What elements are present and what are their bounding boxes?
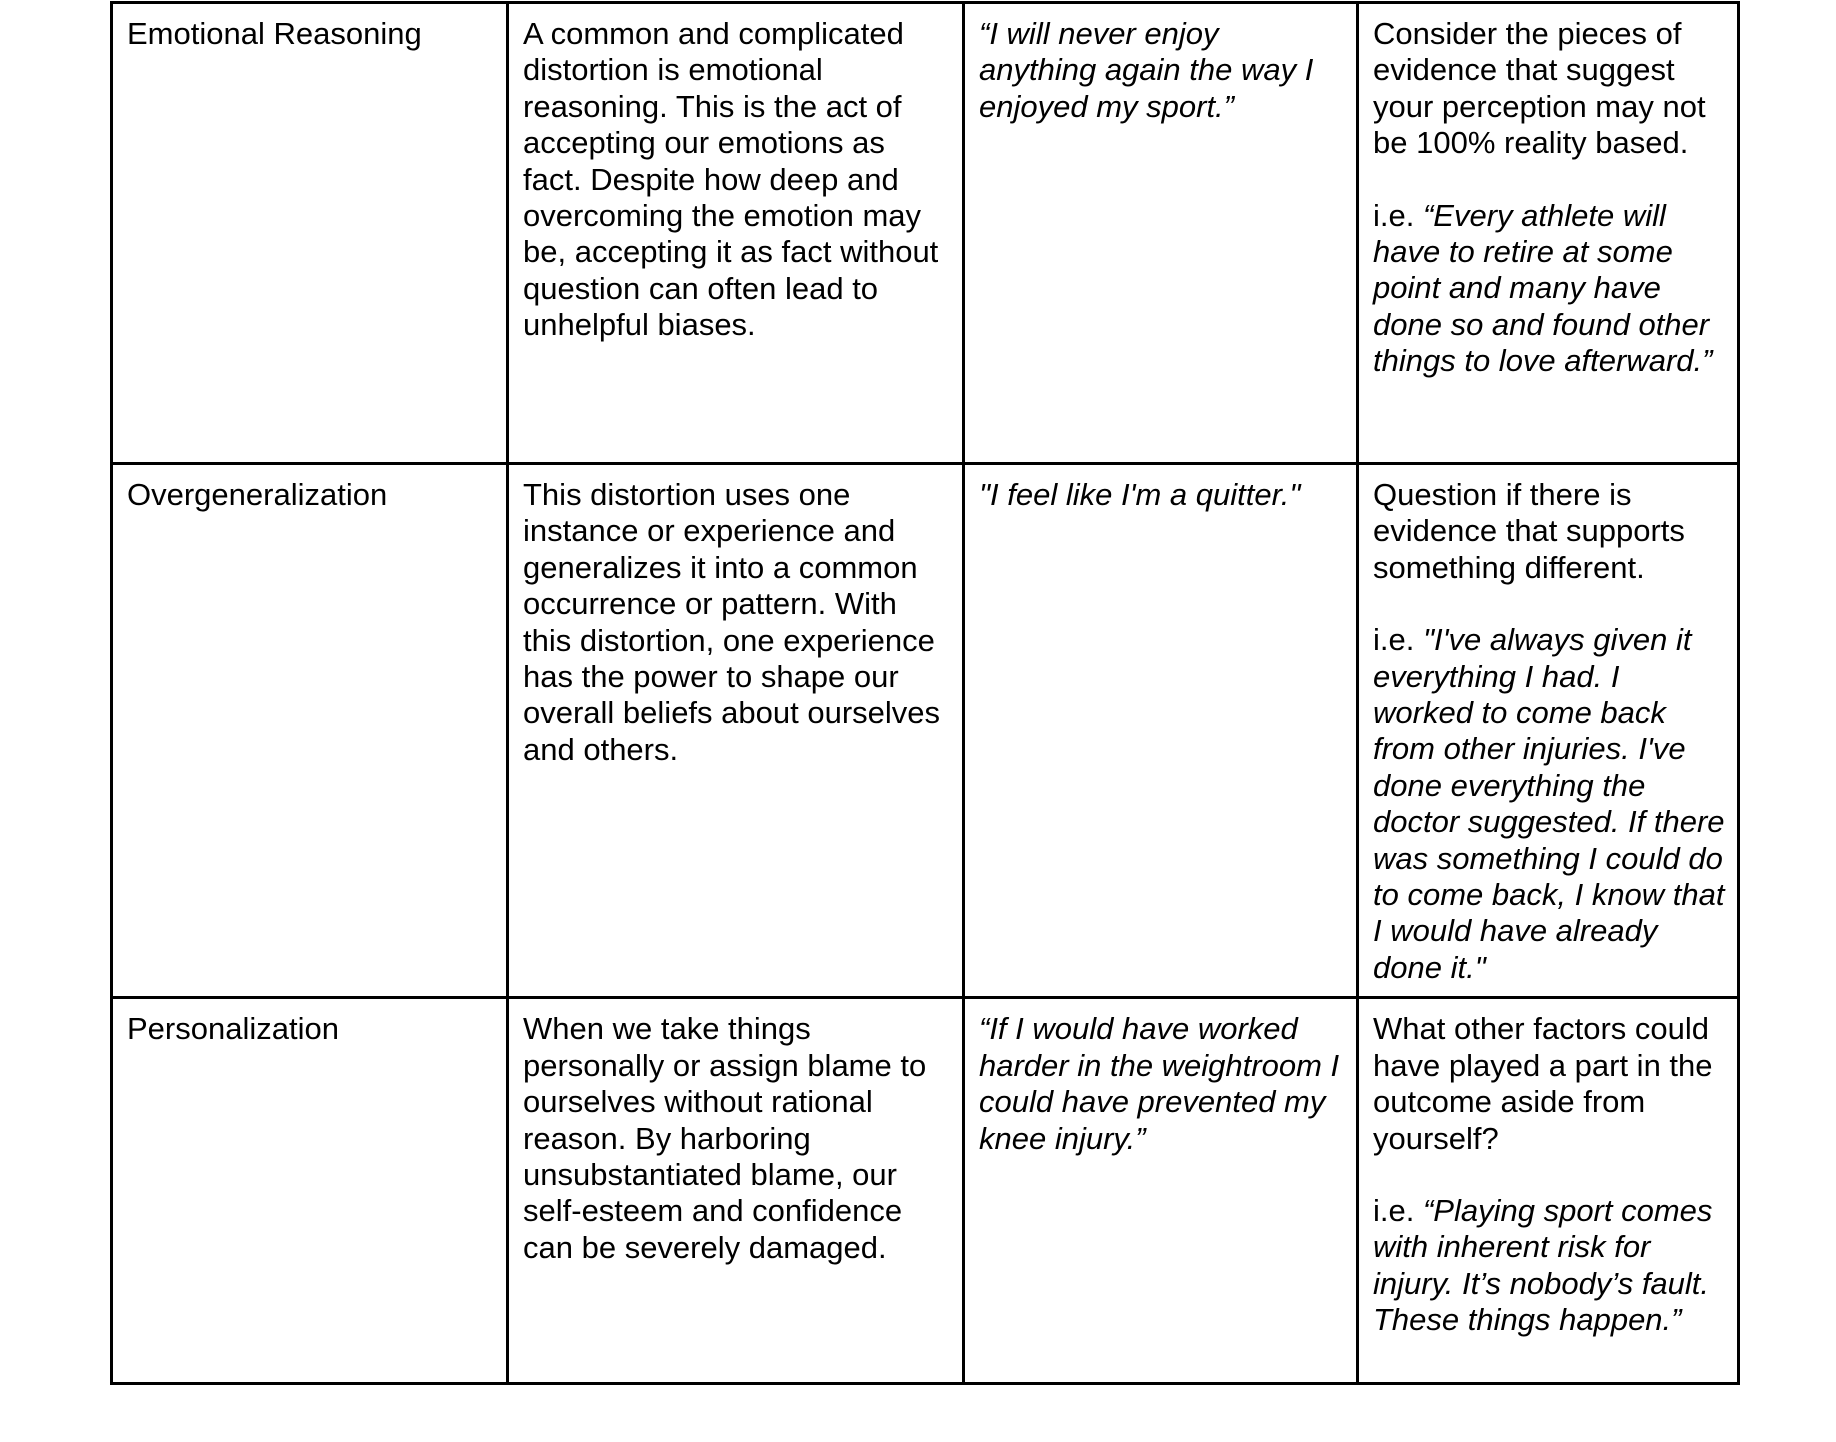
cognitive-distortions-table — [110, 1, 1740, 1385]
distortion-description-cell — [508, 3, 964, 464]
distortion-description-cell — [508, 464, 964, 998]
distortion-name-cell — [112, 3, 508, 464]
reframe-cell — [1358, 3, 1739, 464]
distortion-description: A common and complicated distortion is emotional reasoning. This is the act of accepting our emotions as fact. Despite how deep and overcoming the emotion may be, accepting it as fact without question can often lead to unhelpful biases. — [523, 16, 939, 343]
reframe-cell — [1358, 464, 1739, 998]
reframe-example-block — [1373, 1193, 1725, 1339]
distortion-example-cell — [964, 998, 1358, 1384]
reframe-text: Question if there is evidence that supports something different. — [1373, 477, 1685, 585]
reframe-cell — [1358, 998, 1739, 1384]
distortion-example: "I feel like I'm a quitter." — [979, 477, 1301, 512]
reframe-example: "I've always given it everything I had. I worked to come back from other injuries. I've done everything the doctor suggested. If there was something I could do to come back, I know that I would have already done it." — [1373, 622, 1725, 985]
reframe-prefix: i.e. — [1373, 1192, 1423, 1228]
reframe-example-block — [1373, 198, 1725, 380]
distortion-name: Overgeneralization — [127, 477, 388, 512]
distortion-name-cell — [112, 464, 508, 998]
table-row — [112, 3, 1739, 464]
reframe-prefix: i.e. — [1373, 197, 1423, 233]
reframe-example: “Playing sport comes with inherent risk for injury. It’s nobody’s fault. These things happen.” — [1373, 1192, 1713, 1338]
table-row — [112, 464, 1739, 998]
distortion-name: Emotional Reasoning — [127, 16, 422, 51]
distortion-name-cell — [112, 998, 508, 1384]
reframe-text: What other factors could have played a part in the outcome aside from yourself? — [1373, 1011, 1713, 1156]
distortion-description: When we take things personally or assign blame to ourselves without rational reason. By harboring unsubstantiated blame, our self-esteem and confidence can be severely damaged. — [523, 1011, 927, 1265]
reframe-prefix: i.e. — [1373, 622, 1423, 658]
reframe-example: “Every athlete will have to retire at some point and many have done so and found other things to love afterward.” — [1373, 197, 1713, 379]
distortion-description: This distortion uses one instance or experience and generalizes it into a common occurrence or pattern. With this distortion, one experience has the power to shape our overall beliefs about ourselves and others. — [523, 477, 941, 767]
table-row — [112, 998, 1739, 1384]
distortion-name: Personalization — [127, 1011, 339, 1047]
distortion-example-cell — [964, 3, 1358, 464]
distortion-example: “If I would have worked harder in the weightroom I could have prevented my knee injury.” — [979, 1011, 1340, 1156]
reframe-text: Consider the pieces of evidence that suggest your perception may not be 100% reality based. — [1373, 16, 1706, 161]
distortion-description-cell — [508, 998, 964, 1384]
distortion-example-cell — [964, 464, 1358, 998]
distortion-example: “I will never enjoy anything again the way I enjoyed my sport.” — [979, 16, 1314, 124]
reframe-example-block — [1373, 622, 1725, 986]
